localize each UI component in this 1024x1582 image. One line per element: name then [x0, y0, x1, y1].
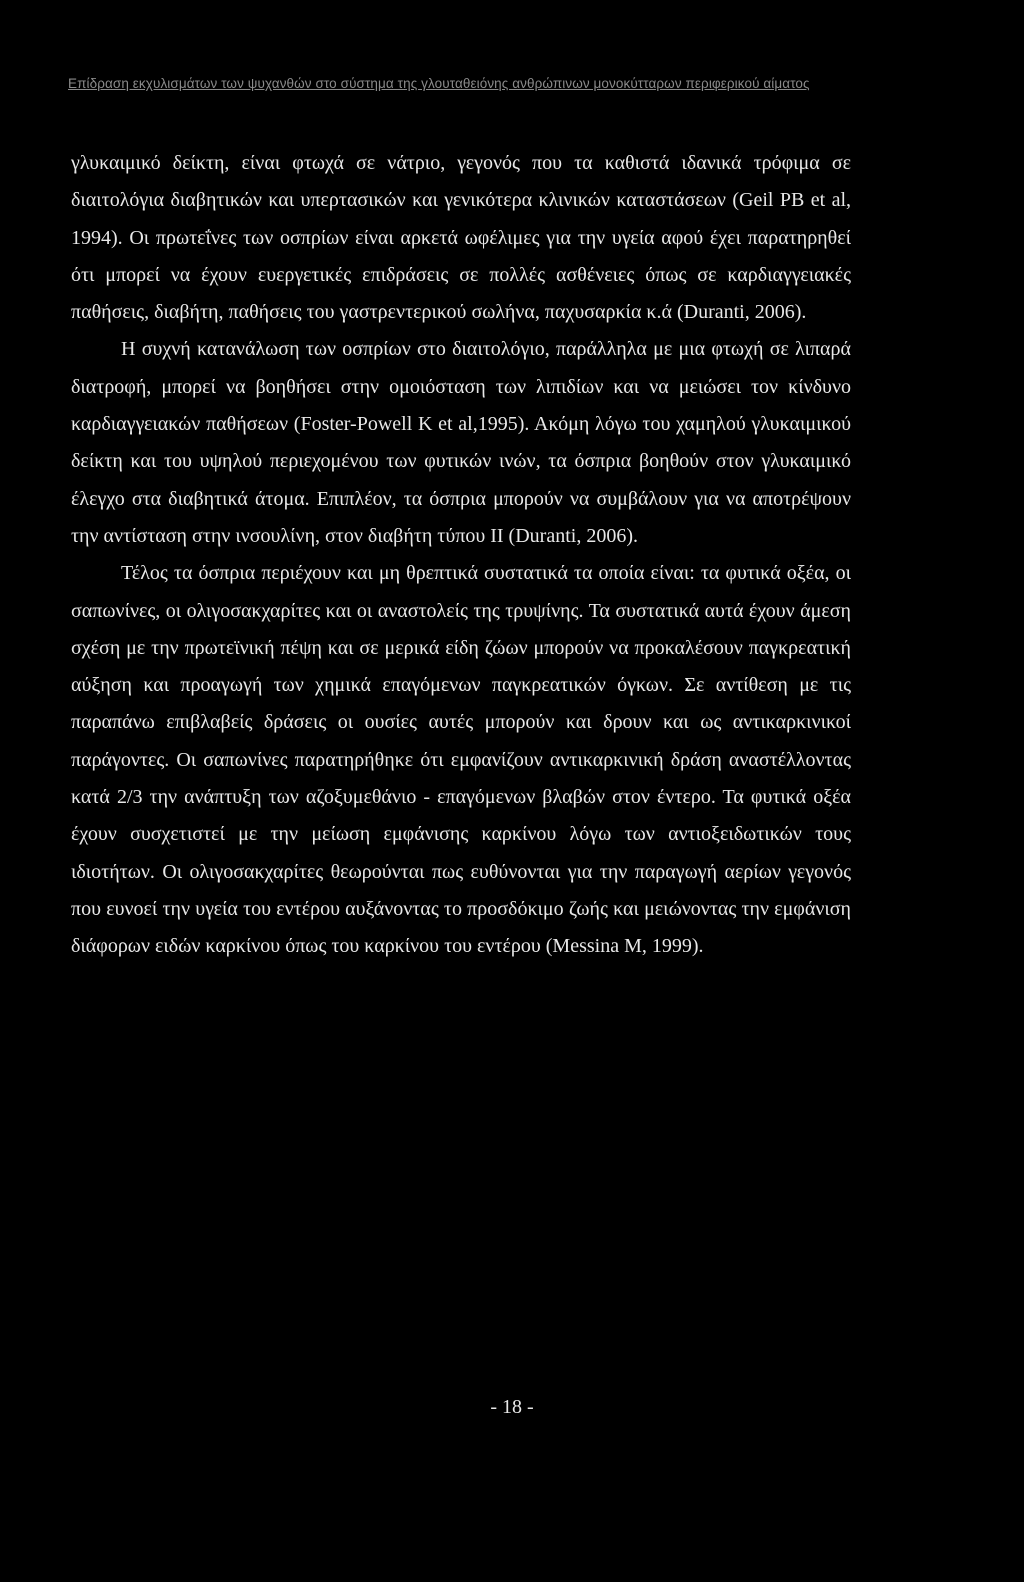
paragraph-non-nutritive-components: Τέλος τα όσπρια περιέχουν και μη θρεπτικά συστατικά τα οποία είναι: τα φυτικά οξέα, οι σαπωνίνες, οι ολιγοσακχαρίτες και οι αναστολείς της τρυψίνης. Τα συστατικά αυτά έχουν άμεση σχέση με την πρωτεϊνική πέψη και σε μερικά είδη ζώων μπορούν να προκαλέσουν παγκρεατική αύξηση και προαγωγή των χημικά επαγόμενων παγκρεατικών όγκων. Σε αντίθεση με τις παραπάνω επιβλαβείς δράσεις οι ουσίες αυτές μπορούν και δρουν και ως αντικαρκινικοί παράγοντες. Οι σαπωνίνες παρατηρήθηκε ότι εμφανίζουν αντικαρκινική δράση αναστέλλοντας κατά 2/3 την ανάπτυξη των αζοξυμεθάνιο - επαγόμενων βλαβών στον έντερο. Τα φυτικά οξέα έχουν συσχετιστεί με την μείωση εμφάνισης καρκίνου λόγω των αντιοξειδωτικών τους ιδιοτήτων. Οι ολιγοσακχαρίτες θεωρούνται πως ευθύνονται για την παραγωγή αερίων γεγονός που ευνοεί την υγεία του εντέρου αυξάνοντας το προσδόκιμο ζωής και μειώνοντας την εμφάνιση διάφορων ειδών καρκίνου όπως του καρκίνου του εντέρου (Messina M, 1999).	[71, 562, 851, 958]
body-text	[71, 145, 851, 966]
page-number: - 18 -	[490, 1396, 534, 1418]
paragraph-lipid-homeostasis: Η συχνή κατανάλωση των οσπρίων στο διαιτολόγιο, παράλληλα με μια φτωχή σε λιπαρά διατροφή, μπορεί να βοηθήσει στην ομοιόσταση των λιπιδίων και να μειώσει τον κίνδυνο καρδιαγγειακών παθήσεων (Foster-Powell K et al,1995). Ακόμη λόγω του χαμηλού γλυκαιμικού δείκτη και του υψηλού περιεχομένου των φυτικών ινών, τα όσπρια βοηθούν στον γλυκαιμικό έλεγχο στα διαβητικά άτομα. Επιπλέον, τα όσπρια μπορούν να συμβάλουν για να αποτρέψουν την αντίσταση στην ινσουλίνη, στον διαβήτη τύπου ΙΙ (Duranti, 2006).	[71, 338, 851, 547]
running-header: Επίδραση εκχυλισμάτων των ψυχανθών στο σύστημα της γλουταθειόνης ανθρώπινων μονοκύτταρων περιφερικού αίματος	[68, 76, 810, 91]
paragraph-continuation: γλυκαιμικό δείκτη, είναι φτωχά σε νάτριο, γεγονός που τα καθιστά ιδανικά τρόφιμα σε διαιτολόγια διαβητικών και υπερτασικών και γενικότερα κλινικών καταστάσεων (Geil PB et al, 1994). Οι πρωτεΐνες των οσπρίων είναι αρκετά ωφέλιμες για την υγεία αφού έχει παρατηρηθεί ότι μπορεί να έχουν ευεργετικές επιδράσεις σε πολλές ασθένειες όπως σε καρδιαγγειακές παθήσεις, διαβήτη, παθήσεις του γαστρεντερικού σωλήνα, παχυσαρκία κ.ά (Duranti, 2006).	[71, 152, 851, 324]
